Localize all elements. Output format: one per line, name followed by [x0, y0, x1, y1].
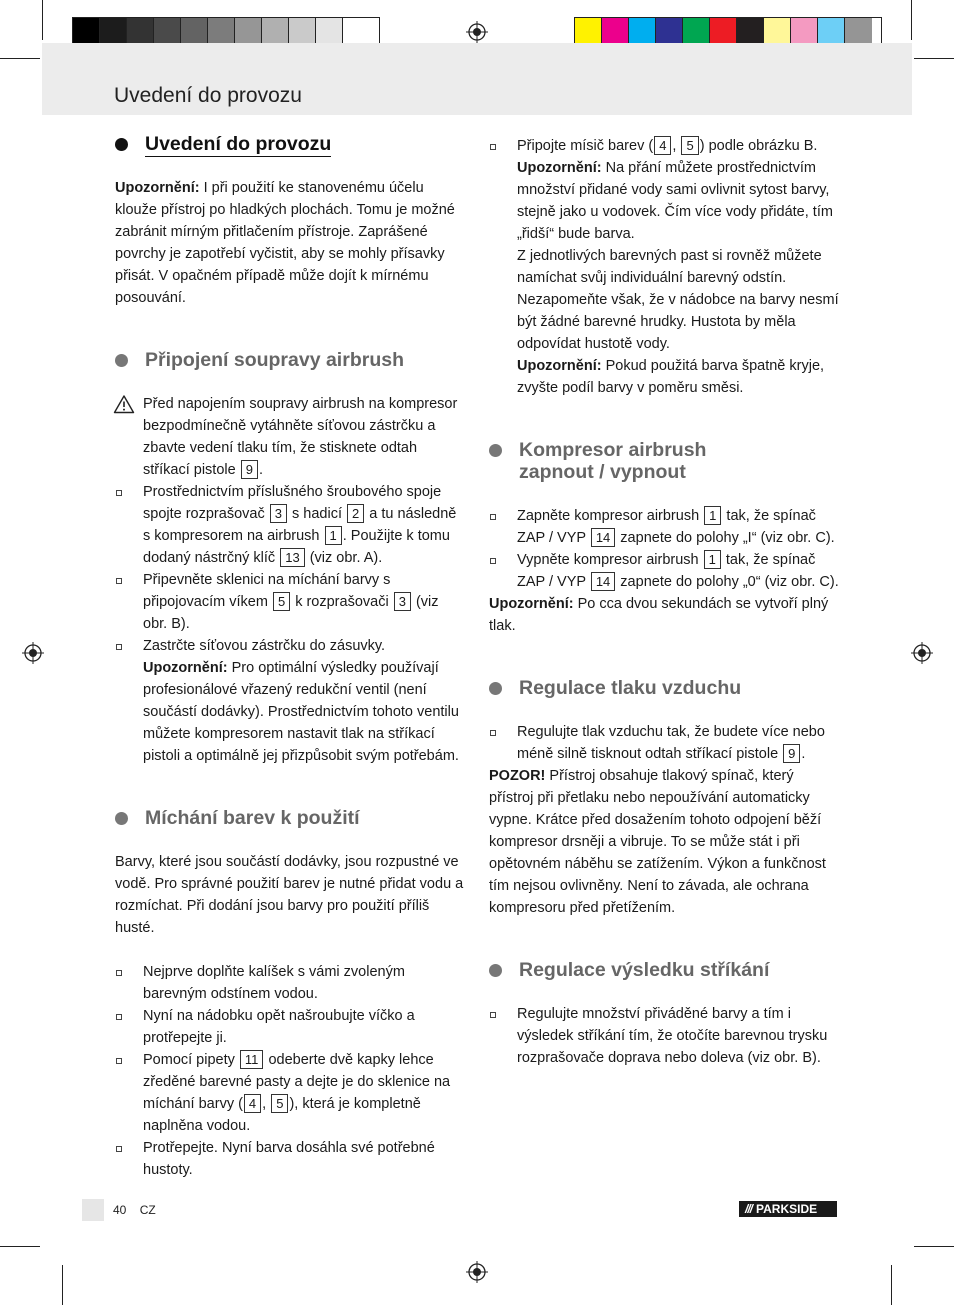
- crop-mark: [0, 1246, 40, 1247]
- item-text: ,: [672, 138, 681, 154]
- checkbox-bullet-icon: [490, 144, 496, 150]
- footer-page-box: [82, 1199, 104, 1221]
- item-text: tak, že spínač ZAP / VYP: [517, 552, 816, 590]
- crop-mark: [911, 0, 912, 40]
- page-number: 40: [113, 1203, 127, 1217]
- note-label: Upozornění:: [517, 160, 602, 176]
- section-title: Regulace výsledku stříkání: [519, 959, 770, 981]
- color-swatch: [683, 18, 710, 46]
- item-text: Nyní na nádobku opět našroubujte víčko a protřepejte ji.: [143, 1008, 415, 1046]
- item-text: (viz obr. A).: [305, 550, 383, 566]
- list-item: [115, 1137, 465, 1181]
- section-heading: [115, 807, 465, 829]
- checkbox-bullet-icon: [116, 1014, 122, 1020]
- paragraph-text: Přístroj obsahuje tlakový spínač, který přístroj při přetlaku nebo nepoužívání automaticky vypne. Krátce před dosažením tohoto odpojení běží kompresor drsněji a vibruje. To se může stát i při opětovném náběhu se zatížením. Výkon a funkčnost tím nejsou ovlivněny. Není to závada, ale ochrana kompresoru před přetížením.: [489, 768, 826, 916]
- crop-mark: [62, 1265, 63, 1305]
- language-code: CZ: [139, 1203, 156, 1217]
- item-text: Zapněte kompresor airbrush: [517, 508, 704, 524]
- list-item: [489, 721, 839, 765]
- item-text: Zastrčte síťovou zástrčku do zásuvky.: [143, 638, 386, 654]
- note-label: Upozornění:: [517, 358, 602, 374]
- section-title: Kompresor airbrush: [519, 439, 707, 461]
- item-text: ,: [262, 1096, 271, 1112]
- color-swatch: [710, 18, 737, 46]
- paragraph: [489, 765, 839, 919]
- note-label: Upozornění:: [115, 180, 200, 196]
- item-text: odeberte dvě kapky lehce zředěné barevné pasty a dejte je do sklenice na míchání barvy (: [143, 1052, 451, 1112]
- color-swatch: [235, 18, 262, 46]
- item-text: zapnete do polohy „0“ (viz obr. C).: [616, 574, 839, 590]
- registration-mark-icon: [466, 1261, 488, 1283]
- part-number: 1: [704, 506, 721, 525]
- section-title: Připojení soupravy airbrush: [145, 349, 404, 371]
- item-text: k rozprašovači: [291, 594, 393, 610]
- section-heading: [115, 133, 465, 155]
- list-item: [115, 635, 465, 767]
- spacer: [115, 939, 465, 961]
- section-title: Míchání barev k použití: [145, 807, 360, 829]
- checkbox-bullet-icon: [116, 490, 122, 496]
- part-number: 14: [591, 572, 615, 591]
- part-number: 5: [271, 1094, 288, 1113]
- list-item: [115, 961, 465, 1005]
- item-text: .: [258, 462, 263, 478]
- checkbox-bullet-icon: [490, 1012, 496, 1018]
- item-text: Pokud použitá barva špatně kryje, zvyšte podíl barvy v poměru směsi.: [517, 358, 825, 396]
- registration-mark-icon: [466, 21, 488, 43]
- part-number: 4: [654, 136, 671, 155]
- part-number: 1: [704, 550, 721, 569]
- section-heading: [489, 439, 839, 483]
- list-item: [115, 1005, 465, 1049]
- checkbox-bullet-icon: [490, 514, 496, 520]
- list-item: [115, 481, 465, 569]
- part-number: 9: [783, 744, 800, 763]
- section-title: Regulace tlaku vzduchu: [519, 677, 742, 699]
- paragraph: Barvy, které jsou součástí dodávky, jsou rozpustné ve vodě. Pro správné použití barev je nutné přidat vodu a rozmíchat. Při dodání jsou barvy pro použití příliš husté.: [115, 854, 464, 936]
- part-number: 3: [394, 592, 411, 611]
- item-text: .: [801, 746, 806, 762]
- warning-triangle-icon: [113, 394, 135, 414]
- section-title: zapnout / vypnout: [519, 461, 686, 483]
- paragraph-text: Po cca dvou sekundách se vytvoří plný tlak.: [489, 596, 829, 634]
- bullet-dot-icon: [115, 138, 128, 151]
- list-item: [489, 1003, 839, 1069]
- item-text: Připevněte sklenici na míchání barvy s připojovacím víkem: [143, 572, 391, 610]
- color-swatch: [629, 18, 656, 46]
- paragraph: [115, 177, 465, 309]
- item-text: Regulujte tlak vzduchu tak, že budete více nebo méně silně tisknout odtah stříkací pistole: [517, 724, 825, 762]
- checkbox-bullet-icon: [116, 970, 122, 976]
- part-number: 11: [240, 1050, 264, 1069]
- warning-item: [115, 393, 465, 481]
- part-number: 14: [591, 528, 615, 547]
- item-text: Pro optimální výsledky používají profesionálové vřazený redukční ventil (není součástí dodávky). Prostřednictvím tohoto ventilu můžete kompresorem nastavit tlak na stříkací pistoli a optimálně jej přizpůsobit svým potřebám.: [143, 660, 459, 764]
- bullet-dot-icon: [489, 444, 502, 457]
- list-item: [489, 505, 839, 549]
- section-heading: [489, 959, 839, 981]
- color-swatch: [818, 18, 845, 46]
- color-swatch: [764, 18, 791, 46]
- color-swatch: [575, 18, 602, 46]
- color-swatch: [656, 18, 683, 46]
- note-label: Upozornění:: [489, 596, 574, 612]
- item-text: Regulujte množství přiváděné barvy a tím i výsledek stříkání tím, že otočíte barevnou trysku rozprašovače doprava nebo doleva (viz obr. B).: [517, 1006, 828, 1066]
- list-item: [489, 549, 839, 593]
- checkbox-bullet-icon: [490, 558, 496, 564]
- color-swatch: [737, 18, 764, 46]
- checkbox-bullet-icon: [116, 644, 122, 650]
- part-number: 1: [325, 526, 342, 545]
- caution-label: POZOR!: [489, 768, 546, 784]
- part-number: 3: [270, 504, 287, 523]
- part-number: 2: [347, 504, 364, 523]
- item-text: ) podle obrázku B.: [699, 138, 818, 154]
- bullet-dot-icon: [115, 354, 128, 367]
- item-text: Pomocí pipety: [143, 1052, 239, 1068]
- footer-page-info: [113, 1203, 156, 1217]
- item-text: . Použijte k tomu dodaný nástrčný klíč: [143, 528, 450, 566]
- part-number: 4: [244, 1094, 261, 1113]
- brand-logo: [739, 1201, 837, 1217]
- registration-mark-icon: [911, 642, 933, 664]
- item-text: s hadicí: [287, 506, 346, 522]
- part-number: 5: [681, 136, 698, 155]
- checkbox-bullet-icon: [490, 730, 496, 736]
- part-number: 5: [273, 592, 290, 611]
- crop-mark: [0, 58, 40, 59]
- color-swatch: [100, 18, 127, 46]
- color-swatch: [154, 18, 181, 46]
- bullet-dot-icon: [115, 812, 128, 825]
- list-item: [489, 135, 839, 399]
- checkbox-bullet-icon: [116, 1058, 122, 1064]
- item-text: tak, že spínač ZAP / VYP: [517, 508, 816, 546]
- color-swatch: [602, 18, 629, 46]
- bullet-dot-icon: [489, 964, 502, 977]
- left-column: [115, 133, 465, 1181]
- item-text: Na přání můžete prostřednictvím množství přidané vody sami ovlivnit sytost barvy, stejně jako u vodovek. Čím více vody přidáte, tím „řidší“ bude barva.: [517, 160, 833, 242]
- color-swatch: [208, 18, 235, 46]
- color-swatch: [127, 18, 154, 46]
- right-column: [489, 135, 839, 1069]
- item-text: (viz obr. B).: [143, 594, 439, 632]
- item-text: Před napojením soupravy airbrush na kompresor bezpodmínečně vytáhněte síťovou zástrčku a zbavte vedení tlaku tím, že stisknete odtah stříkací pistole: [143, 396, 458, 478]
- section-heading: [115, 349, 465, 371]
- page-title: Uvedení do provozu: [114, 84, 302, 107]
- color-swatch: [791, 18, 818, 46]
- registration-mark-icon: [22, 642, 44, 664]
- color-swatch: [289, 18, 316, 46]
- brand-stripes: ///: [745, 1202, 753, 1216]
- item-text: Prostřednictvím příslušného šroubového spoje spojte rozprašovač: [143, 484, 442, 522]
- color-swatch: [181, 18, 208, 46]
- list-item: [115, 569, 465, 635]
- paragraph: [489, 593, 839, 637]
- list-item: [115, 1049, 465, 1137]
- item-text: a tu následně s kompresorem na airbrush: [143, 506, 457, 544]
- crop-mark: [42, 0, 43, 40]
- item-text: zapnete do polohy „I“ (viz obr. C).: [616, 530, 835, 546]
- item-text: Z jednotlivých barevných past si rovněž můžete namíchat svůj individuální barevný odstín. Nezapomeňte však, že v nádobce na barvy nesmí být žádné barevné hrudky. Hustota by měla odpovídat hustotě vody.: [517, 248, 839, 352]
- color-swatch: [343, 18, 370, 46]
- crop-mark: [914, 58, 954, 59]
- color-swatch: [73, 18, 100, 46]
- checkbox-bullet-icon: [116, 578, 122, 584]
- brand-name: PARKSIDE: [756, 1202, 818, 1216]
- paragraph-text: I při použití ke stanovenému účelu klouže přístroj po hladkých plochách. Tomu je možné zabránit mírným přitlačením přístroje. Zaprášené povrchy je zapotřebí vyčistit, aby se mohly přísavky přisát. V opačném případě může dojít k mírnému posouvání.: [115, 180, 455, 306]
- note-label: Upozornění:: [143, 660, 228, 676]
- item-text: Připojte mísič barev (: [517, 138, 654, 154]
- checkbox-bullet-icon: [116, 1146, 122, 1152]
- part-number: 9: [241, 460, 258, 479]
- section-title: Uvedení do provozu: [145, 133, 332, 155]
- color-swatch: [316, 18, 343, 46]
- part-number: 13: [280, 548, 304, 567]
- color-swatch: [845, 18, 872, 46]
- item-text: Vypněte kompresor airbrush: [517, 552, 703, 568]
- crop-mark: [914, 1246, 954, 1247]
- item-text: Nejprve doplňte kalíšek s vámi zvoleným barevným odstínem vodou.: [143, 964, 405, 1002]
- bullet-dot-icon: [489, 682, 502, 695]
- crop-mark: [891, 1265, 892, 1305]
- item-text: ), která je kompletně naplněna vodou.: [143, 1096, 421, 1134]
- item-text: Protřepejte. Nyní barva dosáhla své potřebné hustoty.: [143, 1140, 435, 1178]
- section-heading: [489, 677, 839, 699]
- color-swatch: [262, 18, 289, 46]
